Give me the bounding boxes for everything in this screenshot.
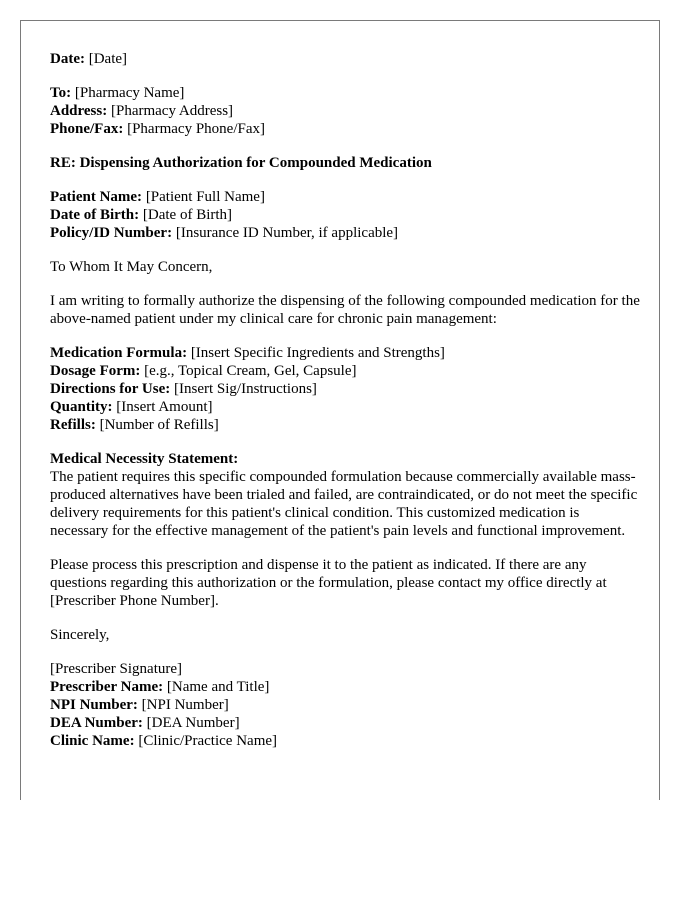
refills-line bbox=[50, 416, 640, 434]
clinic-label: Clinic Name: bbox=[50, 733, 135, 749]
clinic-value: [Clinic/Practice Name] bbox=[138, 733, 278, 749]
quantity-label: Quantity: bbox=[50, 399, 113, 415]
subject-block bbox=[50, 154, 640, 172]
address-line bbox=[50, 102, 640, 120]
directions-value: [Insert Sig/Instructions] bbox=[174, 381, 317, 397]
policy-label: Policy/ID Number: bbox=[50, 225, 173, 241]
phone-label: Phone/Fax: bbox=[50, 121, 124, 137]
prescriber-name-line bbox=[50, 678, 640, 696]
dosage-form-label: Dosage Form: bbox=[50, 363, 141, 379]
npi-value: [NPI Number] bbox=[141, 697, 229, 713]
signature-line: [Prescriber Signature] bbox=[50, 661, 183, 677]
medication-block bbox=[50, 344, 640, 434]
policy-value: [Insurance ID Number, if applicable] bbox=[175, 225, 399, 241]
necessity-body: The patient requires this specific compounded formulation because commercially available mass-produced alternatives have been trialed and failed, are contraindicated, or do not meet the specific delivery requirements for this patient's clinical condition. This customized medication is necessary for the effective management of the patient's pain levels and functional improvement. bbox=[50, 469, 638, 539]
subject-line: RE: Dispensing Authorization for Compounded Medication bbox=[50, 155, 432, 171]
dob-label: Date of Birth: bbox=[50, 207, 140, 223]
letter-page bbox=[20, 20, 660, 800]
patient-name-label: Patient Name: bbox=[50, 189, 143, 205]
policy-line bbox=[50, 224, 640, 242]
npi-line bbox=[50, 696, 640, 714]
salutation-block bbox=[50, 258, 640, 276]
dea-value: [DEA Number] bbox=[146, 715, 240, 731]
necessity-block bbox=[50, 450, 640, 540]
quantity-value: [Insert Amount] bbox=[116, 399, 213, 415]
refills-label: Refills: bbox=[50, 417, 96, 433]
dosage-form-line bbox=[50, 362, 640, 380]
formula-value: [Insert Specific Ingredients and Strengths] bbox=[190, 345, 445, 361]
dob-value: [Date of Birth] bbox=[142, 207, 233, 223]
dea-line bbox=[50, 714, 640, 732]
dea-label: DEA Number: bbox=[50, 715, 143, 731]
patient-block bbox=[50, 188, 640, 242]
refills-value: [Number of Refills] bbox=[99, 417, 219, 433]
necessity-heading: Medical Necessity Statement: bbox=[50, 451, 239, 467]
to-label: To: bbox=[50, 85, 72, 101]
letter-content bbox=[50, 50, 640, 766]
formula-label: Medication Formula: bbox=[50, 345, 188, 361]
to-value: [Pharmacy Name] bbox=[74, 85, 185, 101]
patient-name-line bbox=[50, 188, 640, 206]
npi-label: NPI Number: bbox=[50, 697, 138, 713]
closing-paragraph: Please process this prescription and dispense it to the patient as indicated. If there are any questions regarding this authorization or the formulation, please contact my office directly at [Prescriber Phone Number]. bbox=[50, 557, 607, 609]
prescriber-block bbox=[50, 660, 640, 750]
salutation: To Whom It May Concern, bbox=[50, 259, 213, 275]
date-value: [Date] bbox=[88, 51, 128, 67]
date-line bbox=[50, 50, 640, 68]
date-label: Date: bbox=[50, 51, 85, 67]
clinic-line bbox=[50, 732, 640, 750]
address-label: Address: bbox=[50, 103, 108, 119]
signoff-block bbox=[50, 626, 640, 644]
patient-name-value: [Patient Full Name] bbox=[145, 189, 265, 205]
phone-line bbox=[50, 120, 640, 138]
intro-paragraph: I am writing to formally authorize the dispensing of the following compounded medication for the above-named patient under my clinical care for chronic pain management: bbox=[50, 293, 640, 327]
to-line bbox=[50, 84, 640, 102]
quantity-line bbox=[50, 398, 640, 416]
dob-line bbox=[50, 206, 640, 224]
date-block bbox=[50, 50, 640, 68]
directions-label: Directions for Use: bbox=[50, 381, 171, 397]
address-value: [Pharmacy Address] bbox=[110, 103, 234, 119]
formula-line bbox=[50, 344, 640, 362]
phone-value: [Pharmacy Phone/Fax] bbox=[127, 121, 265, 137]
recipient-block bbox=[50, 84, 640, 138]
prescriber-name-label: Prescriber Name: bbox=[50, 679, 164, 695]
prescriber-name-value: [Name and Title] bbox=[166, 679, 270, 695]
signoff: Sincerely, bbox=[50, 627, 110, 643]
dosage-form-value: [e.g., Topical Cream, Gel, Capsule] bbox=[144, 363, 357, 379]
directions-line bbox=[50, 380, 640, 398]
